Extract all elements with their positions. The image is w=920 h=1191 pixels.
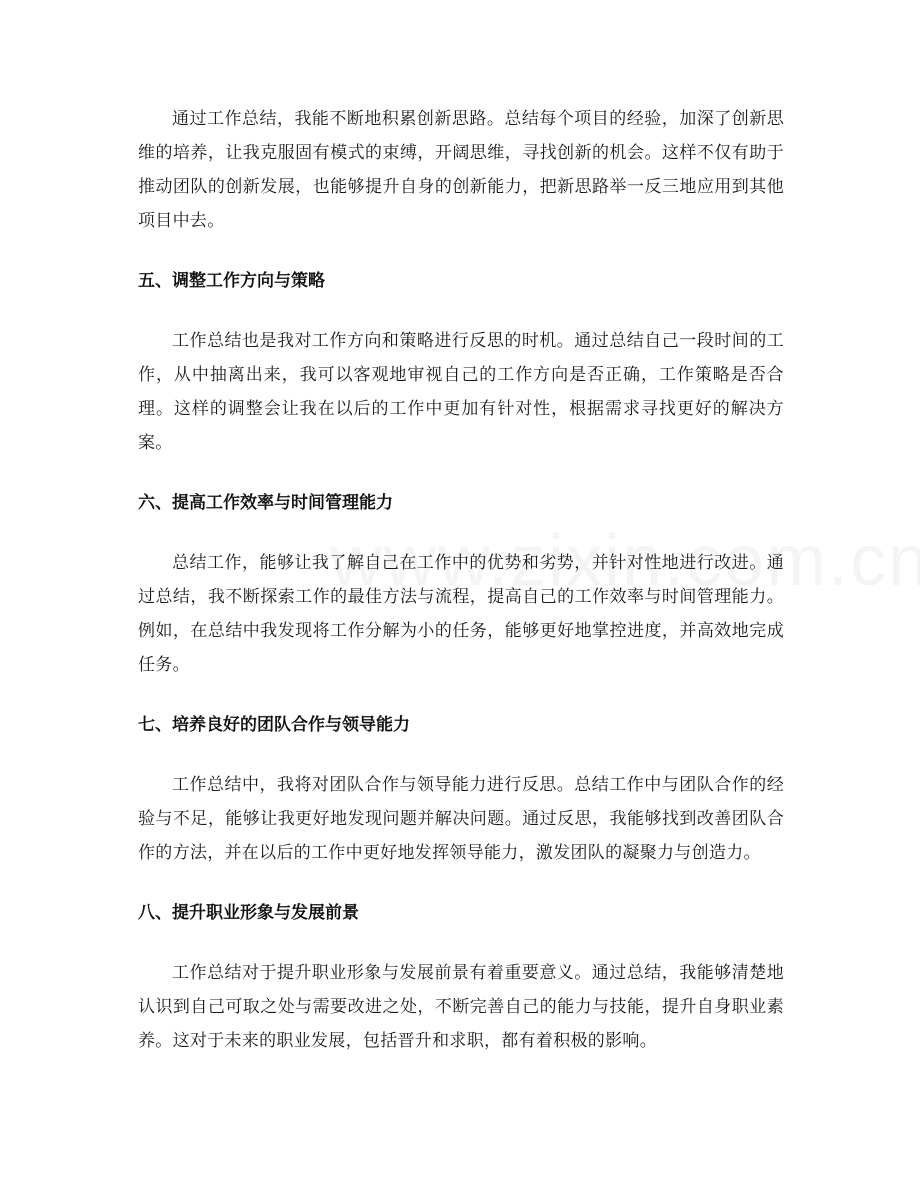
section-heading-7: 七、培养良好的团队合作与领导能力: [138, 715, 410, 735]
section-body-5: 工作总结也是我对工作方向和策略进行反思的时机。通过总结自己一段时间的工作，从中抽离出来，我可以客观地审视自己的工作方向是否正确，工作策略是否合理。这样的调整会让我在以后的工作中更加有针对性，根据需求寻找更好的解决方案。: [138, 331, 784, 453]
section-body-6: 总结工作，能够让我了解自己在工作中的优势和劣势，并针对性地进行改进。通过总结，我不断探索工作的最佳方法与流程，提高自己的工作效率与时间管理能力。例如，在总结中我发现将工作分解为小的任务，能够更好地掌控进度，并高效地完成任务。: [138, 553, 784, 675]
section-heading-8: 八、提升职业形象与发展前景: [138, 903, 359, 923]
document-page: [138, 102, 784, 1058]
section-heading-5: 五、调整工作方向与策略: [138, 271, 325, 291]
section-body-7: 工作总结中，我将对团队合作与领导能力进行反思。总结工作中与团队合作的经验与不足，能够让我更好地发现问题并解决问题。通过反思，我能够找到改善团队合作的方法，并在以后的工作中更好地发挥领导能力，激发团队的凝聚力与创造力。: [138, 775, 784, 863]
intro-paragraph: 通过工作总结，我能不断地积累创新思路。总结每个项目的经验，加深了创新思维的培养，让我克服固有模式的束缚，开阔思维，寻找创新的机会。这样不仅有助于推动团队的创新发展，也能够提升自身的创新能力，把新思路举一反三地应用到其他项目中去。: [138, 109, 784, 231]
section-body-8: 工作总结对于提升职业形象与发展前景有着重要意义。通过总结，我能够清楚地认识到自己可取之处与需要改进之处，不断完善自己的能力与技能，提升自身职业素养。这对于未来的职业发展，包括晋升和求职，都有着积极的影响。: [138, 963, 784, 1051]
section-heading-6: 六、提高工作效率与时间管理能力: [138, 493, 393, 513]
